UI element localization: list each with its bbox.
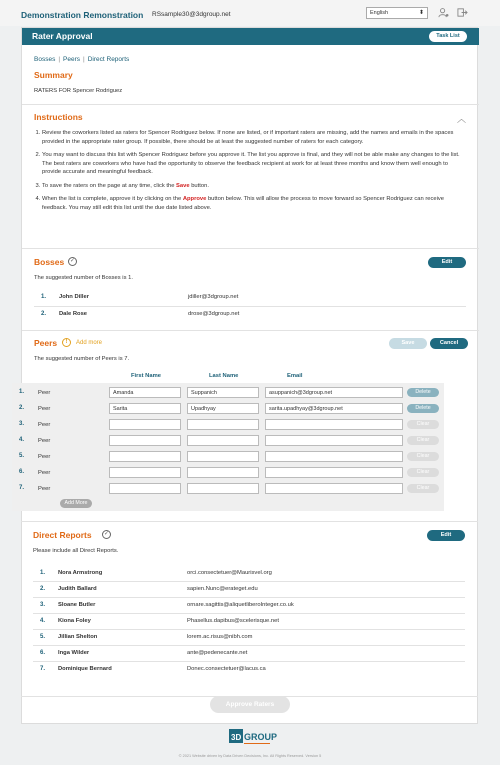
boss-name: John Diller (59, 294, 89, 300)
peer-row (12, 419, 444, 433)
breadcrumb-bosses[interactable]: Bosses (34, 56, 56, 63)
direct-reports-heading: Direct Reports (33, 530, 92, 540)
row-number: 1. (40, 570, 46, 576)
peer-row (12, 403, 444, 417)
last-name-input[interactable] (187, 435, 259, 446)
row-number: 2. (19, 405, 25, 411)
instruction-item: 1. Review the coworkers listed as raters for Spencer Rodriguez below. If none are listed, or if important raters are missing, add the names and emails in the spaces provided in the appropriate rater group. If possible, there should be at least the suggested number of raters for each category. (42, 129, 467, 146)
peers-save-button[interactable]: Save (389, 338, 427, 349)
approve-raters-button[interactable]: Approve Raters (210, 696, 290, 713)
direct-report-row (33, 650, 465, 664)
row-divider (33, 581, 465, 582)
email-input[interactable]: sarita.upadhyay@3dgroup.net (265, 403, 403, 414)
clear-button[interactable]: Clear (407, 420, 439, 429)
row-divider (33, 645, 465, 646)
top-bar (0, 0, 500, 26)
clear-button[interactable]: Clear (407, 484, 439, 493)
language-select[interactable] (366, 7, 428, 19)
divider (21, 521, 478, 522)
row-number: 5. (19, 453, 25, 459)
row-divider (33, 661, 465, 662)
row-number: 6. (19, 469, 25, 475)
instruction-item: 3. To save the raters on the page at any time, click the Save button. (42, 182, 467, 191)
clear-button[interactable]: Clear (407, 436, 439, 445)
row-number: 4. (40, 618, 46, 624)
direct-reports-suggested-text: Please include all Direct Reports. (33, 548, 119, 554)
peer-row (12, 467, 444, 481)
row-number: 7. (19, 485, 25, 491)
email-input[interactable] (265, 435, 403, 446)
direct-report-email: ante@pedenecante.net (187, 650, 248, 656)
user-email: RSsample30@3dgroup.net (152, 11, 231, 18)
rater-type: Peer (38, 470, 51, 476)
direct-report-name: Nora Armstrong (58, 570, 103, 576)
row-number: 2. (41, 311, 47, 317)
delete-button[interactable]: Delete (407, 388, 439, 397)
direct-report-name: Dominique Bernard (58, 666, 112, 672)
row-number: 3. (40, 602, 46, 608)
direct-report-row (33, 586, 465, 600)
last-name-input[interactable] (187, 483, 259, 494)
summary-text: RATERS FOR Spencer Rodriguez (34, 88, 123, 94)
direct-report-name: Jillian Shelton (58, 634, 98, 640)
3d-group-logo (229, 727, 278, 751)
row-number: 4. (19, 437, 25, 443)
row-number: 5. (40, 634, 46, 640)
approve-keyword: Approve (182, 196, 207, 202)
instruction-item: 2. You may want to discuss this list with Spencer Rodriguez before you approve it. The list you approve is final, and they will not be able make any changes to the list. The best raters are coworkers who have had the opportunity to observe the feedback recipient at work for at least three months and know them well enough to provide accurate and meaningful feedback. (42, 151, 467, 177)
peer-row (12, 435, 444, 449)
direct-report-name: Kiona Foley (58, 618, 91, 624)
boss-email: drose@3dgroup.net (188, 311, 240, 317)
first-name-input[interactable] (109, 451, 181, 462)
peer-row (12, 387, 444, 401)
divider (22, 330, 479, 331)
peers-suggested-text: The suggested number of Peers is 7. (34, 356, 130, 362)
rater-type: Peer (38, 438, 51, 444)
warning-icon: ! (62, 338, 71, 347)
check-circle-icon: ✓ (69, 258, 76, 264)
add-more-link[interactable]: Add more (76, 340, 103, 346)
breadcrumb-separator: | (58, 56, 61, 63)
direct-reports-edit-button[interactable]: Edit (427, 530, 465, 541)
last-name-input[interactable]: Upadhyay (187, 403, 259, 414)
last-name-input[interactable]: Suppanich (187, 387, 259, 398)
email-input[interactable]: asuppanich@3dgroup.net (265, 387, 403, 398)
peer-row (12, 483, 444, 497)
column-header-email: Email (287, 373, 303, 379)
email-input[interactable] (265, 483, 403, 494)
row-number: 6. (40, 650, 46, 656)
breadcrumb-peers[interactable]: Peers (63, 56, 81, 63)
logo-mark: 3D (231, 733, 242, 742)
card-title: Rater Approval (32, 31, 93, 41)
breadcrumb (34, 56, 129, 63)
direct-report-name: Judith Ballard (58, 586, 97, 592)
clear-button[interactable]: Clear (407, 468, 439, 477)
instructions-list (42, 129, 467, 217)
boss-name: Dale Rose (59, 311, 88, 317)
rater-type: Peer (38, 390, 51, 396)
rater-type: Peer (38, 454, 51, 460)
direct-report-email: sapien.Nunc@erateget.edu (187, 586, 258, 592)
summary-heading: Summary (34, 70, 73, 80)
direct-report-name: Sloane Butler (58, 602, 96, 608)
row-divider (34, 306, 466, 307)
first-name-input[interactable]: Amanda (109, 387, 181, 398)
direct-report-row (33, 618, 465, 632)
direct-report-email: ornare.sagittis@aliquetliberoInteger.co.uk (187, 602, 294, 608)
peers-cancel-button[interactable]: Cancel (430, 338, 468, 349)
peers-grid (12, 383, 444, 511)
first-name-input[interactable] (109, 435, 181, 446)
bosses-edit-button[interactable]: Edit (428, 257, 466, 268)
row-number: 2. (40, 586, 46, 592)
rater-type: Peer (38, 406, 51, 412)
bosses-heading: Bosses (34, 257, 65, 267)
breadcrumb-direct-reports[interactable]: Direct Reports (87, 56, 130, 63)
task-list-button[interactable]: Task List (429, 31, 467, 42)
first-name-input[interactable] (109, 419, 181, 430)
first-name-input[interactable]: Sarita (109, 403, 181, 414)
first-name-input[interactable] (109, 483, 181, 494)
row-number: 1. (19, 389, 25, 395)
add-more-button[interactable]: Add More (60, 499, 92, 508)
direct-report-row (33, 666, 465, 680)
project-title: Demonstration Remonstration (21, 10, 144, 20)
peer-rows (12, 383, 444, 511)
direct-report-email: lorem.ac.risus@nibh.com (187, 634, 253, 640)
chevron-up-icon[interactable]: ︿ (457, 114, 467, 124)
row-number: 3. (19, 421, 25, 427)
last-name-input[interactable] (187, 419, 259, 430)
row-number: 1. (41, 294, 47, 300)
direct-report-name: Inga Wilder (58, 650, 90, 656)
column-header-first-name: First Name (131, 373, 161, 379)
rater-type: Peer (38, 422, 51, 428)
delete-button[interactable]: Delete (407, 404, 439, 413)
card-header (22, 28, 479, 45)
bosses-suggested-text: The suggested number of Bosses is 1. (34, 275, 133, 281)
language-value: English (370, 10, 389, 16)
row-number: 7. (40, 666, 46, 672)
direct-report-email: Phasellus.dapibus@scelerisque.net (187, 618, 279, 624)
instructions-heading: Instructions (34, 112, 83, 122)
divider (22, 248, 479, 249)
footer-copyright: © 2021 Website driven by Data Driven Decisions, Inc. All Rights Reserved. Version 5 (178, 754, 322, 758)
last-name-input[interactable] (187, 467, 259, 478)
row-divider (33, 597, 465, 598)
boss-email: jdiller@3dgroup.net (188, 294, 239, 300)
peer-row (12, 451, 444, 465)
email-input[interactable] (265, 467, 403, 478)
column-header-last-name: Last Name (209, 373, 239, 379)
rater-type: Peer (38, 486, 51, 492)
direct-report-email: orci.consectetuer@Maurisvel.org (187, 570, 272, 576)
first-name-input[interactable] (109, 467, 181, 478)
peers-heading: Peers (34, 338, 58, 348)
clear-button[interactable]: Clear (407, 452, 439, 461)
check-circle-icon: ✓ (103, 531, 110, 537)
instruction-item: 4. When the list is complete, approve it by clicking on the Approve button below. This will allow the process to move forward so Spencer Rodriguez can receive feedback. You may still edit this list until the due date listed above. (42, 195, 467, 212)
row-divider (33, 629, 465, 630)
chevron-down-icon: ⬍ (418, 10, 424, 16)
logo-text: GROUP (244, 732, 278, 742)
email-input[interactable] (265, 451, 403, 462)
user-settings-icon[interactable] (437, 7, 449, 19)
last-name-input[interactable] (187, 451, 259, 462)
divider (22, 104, 479, 105)
direct-report-row (33, 602, 465, 616)
direct-report-row (33, 634, 465, 648)
save-keyword: Save (176, 182, 190, 189)
breadcrumb-separator: | (83, 56, 85, 63)
sign-out-icon[interactable] (456, 7, 468, 19)
row-divider (33, 613, 465, 614)
direct-report-email: Donec.consectetuer@lacus.ca (187, 666, 266, 672)
direct-report-row (33, 570, 465, 584)
email-input[interactable] (265, 419, 403, 430)
